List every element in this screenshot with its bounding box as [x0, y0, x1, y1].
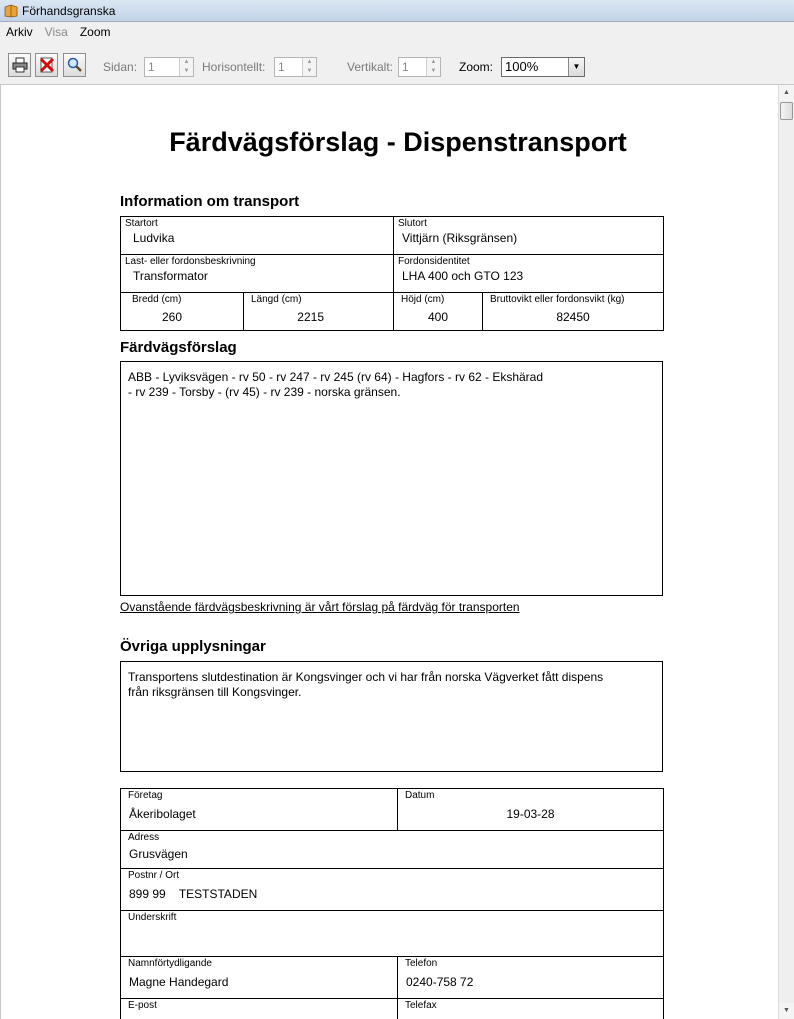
other-info-heading: Övriga upplysningar — [120, 638, 266, 655]
height-cell — [394, 293, 483, 331]
route-heading: Färdvägsförslag — [120, 339, 237, 356]
zoom-select[interactable] — [501, 57, 585, 77]
page-value: 1 — [148, 60, 155, 74]
weight-value: 82450 — [556, 310, 590, 324]
chevron-down-icon[interactable]: ▼ — [568, 58, 584, 76]
route-notice: Ovanstående färdvägsbeskrivning är vårt förslag på färdväg för transporten — [120, 600, 520, 614]
vertical-value: 1 — [402, 60, 409, 74]
stepper-arrows-icon[interactable]: ▲ ▼ — [302, 58, 316, 76]
end-label: Slutort — [398, 218, 427, 229]
fax-cell — [398, 999, 664, 1019]
weight-label: Bruttovikt eller fordonsvikt (kg) — [490, 294, 625, 305]
company-table — [120, 788, 664, 1019]
end-value: Vittjärn (Riksgränsen) — [402, 231, 518, 245]
vehicle-label: Fordonsidentitet — [398, 256, 470, 267]
signature-label: Underskrift — [128, 912, 177, 923]
length-cell — [244, 293, 394, 331]
document-page — [1, 85, 778, 1019]
menu-file[interactable]: Arkiv — [6, 24, 33, 39]
phone-label: Telefon — [405, 958, 438, 969]
title-bar — [0, 0, 794, 22]
company-value: Åkeribolaget — [129, 807, 196, 821]
width-label: Bredd (cm) — [132, 294, 182, 305]
postal-value: 899 99 TESTSTADEN — [129, 887, 258, 901]
postal-cell — [121, 869, 664, 911]
scroll-up-icon[interactable]: ▲ — [779, 85, 794, 101]
length-label: Längd (cm) — [251, 294, 302, 305]
phone-value: 0240-758 72 — [406, 975, 474, 989]
zoom-value: 100% — [505, 59, 539, 74]
preview-app-icon — [4, 4, 18, 18]
email-cell — [121, 999, 398, 1019]
start-label: Startort — [125, 218, 158, 229]
postal-label: Postnr / Ort — [128, 870, 180, 881]
fax-label: Telefax — [405, 1000, 437, 1011]
height-value: 400 — [427, 310, 449, 324]
stepper-arrows-icon[interactable]: ▲ ▼ — [179, 58, 193, 76]
cargo-cell — [121, 255, 394, 293]
vertical-scrollbar[interactable] — [778, 85, 794, 1019]
transport-heading: Information om transport — [120, 193, 300, 210]
close-preview-button[interactable] — [35, 53, 58, 77]
menu-zoom[interactable]: Zoom — [79, 24, 111, 39]
date-cell — [398, 789, 664, 831]
other-info-text: Transportens slutdestination är Kongsvinger och vi har från norska Vägverket fått dispens från riksgränsen till Kongsvinger. — [120, 661, 663, 772]
address-value: Grusvägen — [129, 847, 188, 861]
length-value: 2215 — [297, 310, 324, 324]
start-cell — [121, 217, 394, 255]
end-cell — [394, 217, 664, 255]
toolbar — [0, 41, 794, 85]
print-button[interactable] — [8, 53, 31, 77]
date-label: Datum — [405, 790, 435, 801]
window-title: Förhandsgranska — [22, 3, 116, 18]
name-cell — [121, 957, 398, 999]
weight-cell — [483, 293, 664, 331]
printer-icon — [11, 56, 29, 74]
transport-table — [120, 216, 664, 331]
scroll-down-icon[interactable]: ▼ — [779, 1003, 794, 1019]
name-value: Magne Handegard — [129, 975, 229, 989]
menu-view[interactable]: Visa — [44, 24, 68, 39]
zoom-label: Zoom: — [459, 60, 494, 74]
signature-cell — [121, 911, 664, 957]
horizontal-label: Horisontellt: — [202, 60, 266, 74]
address-cell — [121, 831, 664, 869]
width-value: 260 — [161, 310, 183, 324]
menu-bar — [0, 22, 794, 41]
page-stepper[interactable] — [144, 57, 194, 77]
vertical-label: Vertikalt: — [347, 60, 394, 74]
magnifier-icon — [66, 56, 84, 74]
phone-cell — [398, 957, 664, 999]
cargo-label: Last- eller fordonsbeskrivning — [125, 256, 256, 267]
route-description: ABB - Lyviksvägen - rv 50 - rv 247 - rv 245 (rv 64) - Hagfors - rv 62 - Ekshärad - rv 239 - Torsby - (rv 45) - rv 239 - norska gränsen. — [120, 361, 663, 596]
name-label: Namnförtydligande — [128, 958, 212, 969]
horizontal-stepper[interactable] — [274, 57, 317, 77]
preview-viewport[interactable] — [0, 85, 778, 1019]
start-value: Ludvika — [133, 231, 175, 245]
stepper-arrows-icon[interactable]: ▲ ▼ — [426, 58, 440, 76]
width-cell — [121, 293, 244, 331]
vertical-stepper[interactable] — [398, 57, 441, 77]
vehicle-cell — [394, 255, 664, 293]
date-value: 19-03-28 — [506, 807, 555, 821]
close-document-icon — [38, 56, 56, 74]
horizontal-value: 1 — [278, 60, 285, 74]
magnify-button[interactable] — [63, 53, 86, 77]
document-title: Färdvägsförslag - Dispenstransport — [169, 127, 627, 157]
vehicle-value: LHA 400 och GTO 123 — [402, 269, 524, 283]
cargo-value: Transformator — [133, 269, 208, 283]
page-label: Sidan: — [103, 60, 138, 74]
company-cell — [121, 789, 398, 831]
address-label: Adress — [128, 832, 160, 843]
scroll-thumb[interactable] — [780, 102, 793, 120]
company-label: Företag — [128, 790, 163, 801]
height-label: Höjd (cm) — [401, 294, 445, 305]
email-label: E-post — [128, 1000, 157, 1011]
